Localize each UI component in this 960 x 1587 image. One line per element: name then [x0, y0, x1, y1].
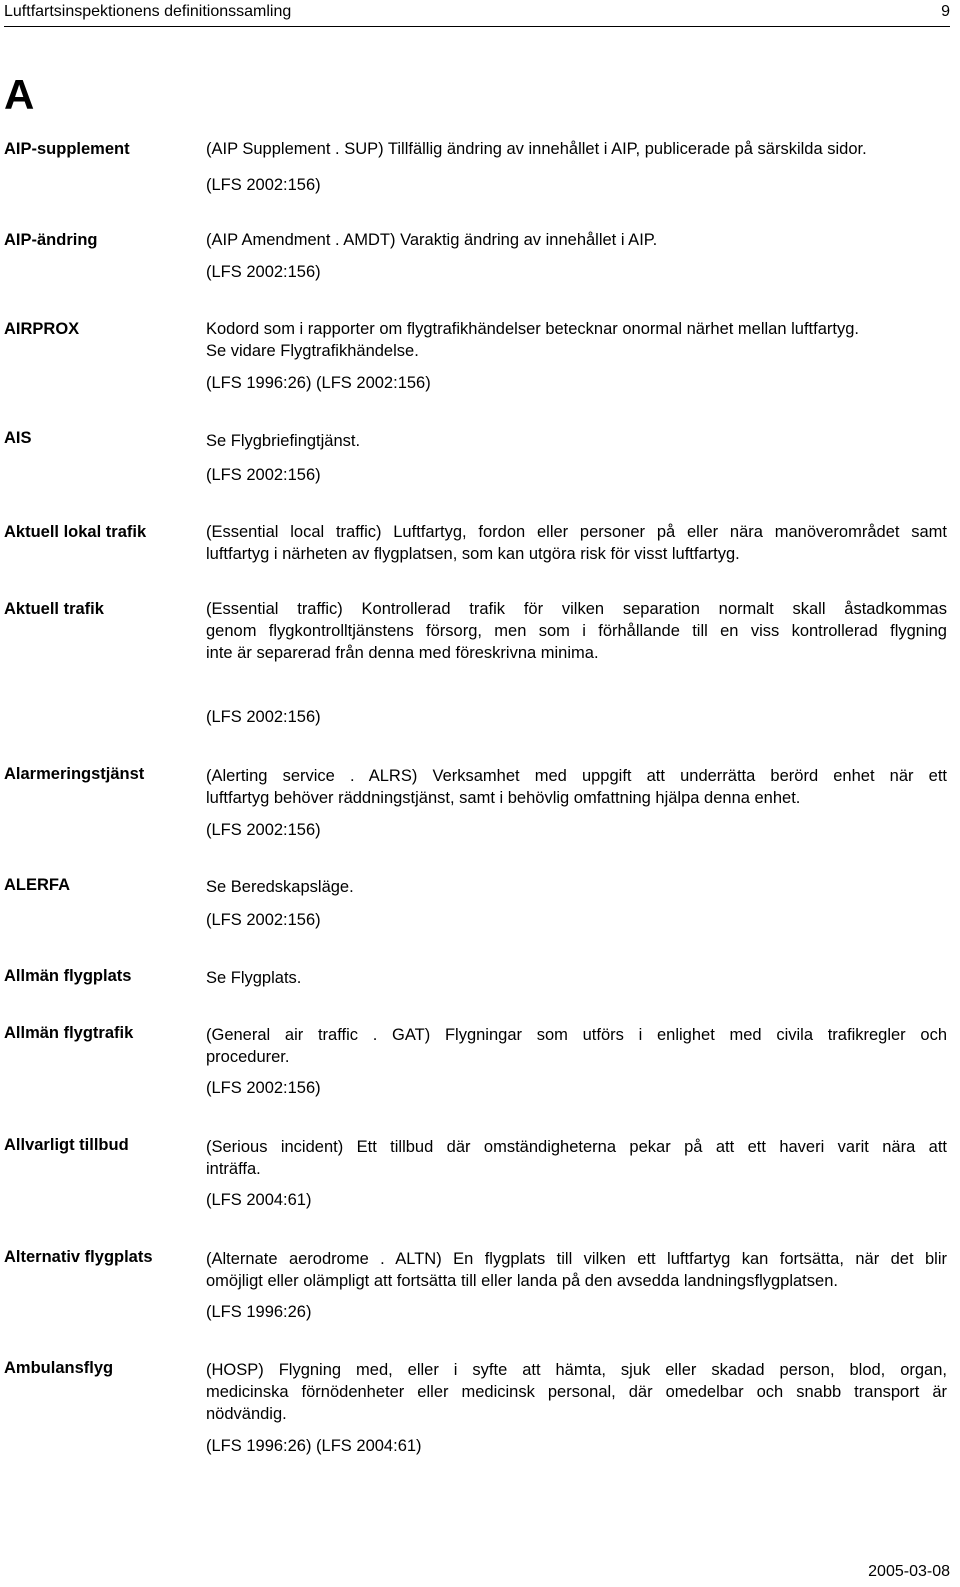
term-aip-andring: AIP-ändring — [4, 231, 98, 249]
definition-line: (Essential traffic) Kontrollerad trafik för vilken separation normalt skall åstadkommas — [206, 600, 947, 618]
definition-line: procedurer. — [206, 1048, 290, 1066]
definition-line: Se Flygplats. — [206, 969, 302, 987]
reference-line: (LFS 2002:156) — [206, 911, 321, 929]
reference-line: (LFS 1996:26) (LFS 2002:156) — [206, 374, 431, 392]
definition-line: (General air traffic . GAT) Flygningar som utförs i enlighet med civila trafikregler och — [206, 1026, 947, 1044]
definition-line: (AIP Amendment . AMDT) Varaktig ändring av innehållet i AIP. — [206, 231, 658, 249]
term-ais: AIS — [4, 429, 32, 447]
term-airprox: AIRPROX — [4, 320, 80, 338]
definition-line: (Essential local traffic) Luftfartyg, fordon eller personer på eller nära manöverområdet samt — [206, 523, 947, 541]
definition-line: Se Beredskapsläge. — [206, 878, 354, 896]
definition-line: nödvändig. — [206, 1405, 287, 1423]
term-allman-flygtrafik: Allmän flygtrafik — [4, 1024, 134, 1042]
reference-line: (LFS 2002:156) — [206, 1079, 321, 1097]
reference-line: (LFS 2002:156) — [206, 263, 321, 281]
definition-line: Se Flygbriefingtjänst. — [206, 432, 361, 450]
definition-line: Kodord som i rapporter om flygtrafikhändelser betecknar onormal närhet mellan luftfartyg. — [206, 320, 859, 338]
page-number: 9 — [941, 3, 950, 20]
definition-line: luftfartyg i närheten av flygplatsen, som kan utgöra risk för visst luftfartyg. — [206, 545, 740, 563]
definition-line: inte är separerad från denna med föreskrivna minima. — [206, 644, 599, 662]
definition-line: (Alerting service . ALRS) Verksamhet med uppgift att underrätta berörd enhet när ett — [206, 767, 947, 785]
page-header — [4, 0, 950, 27]
definition-line: (AIP Supplement . SUP) Tillfällig ändring av innehållet i AIP, publicerade på särskilda sidor. — [206, 140, 867, 158]
definition-line: (HOSP) Flygning med, eller i syfte att hämta, sjuk eller skadad person, blod, organ, — [206, 1361, 947, 1379]
definition-line: luftfartyg behöver räddningstjänst, samt i behövlig omfattning hjälpa denna enhet. — [206, 789, 801, 807]
definition-line: omöjligt eller olämpligt att fortsätta till eller landa på den avsedda landningsflygplatsen. — [206, 1272, 838, 1290]
term-aip-supplement: AIP-supplement — [4, 140, 130, 158]
reference-line: (LFS 1996:26) (LFS 2004:61) — [206, 1437, 422, 1455]
definition-line: medicinska förnödenheter eller medicinsk personal, där omedelbar och snabb transport är — [206, 1383, 947, 1401]
term-alarmeringstjanst: Alarmeringstjänst — [4, 765, 145, 783]
section-letter: A — [4, 71, 35, 118]
reference-line: (LFS 1996:26) — [206, 1303, 312, 1321]
term-ambulansflyg: Ambulansflyg — [4, 1359, 114, 1377]
reference-line: (LFS 2002:156) — [206, 821, 321, 839]
reference-line: (LFS 2004:61) — [206, 1191, 312, 1209]
definition-line: genom flygkontrolltjänstens försorg, men som i förhållande till en viss kontrollerad flygning — [206, 622, 947, 640]
reference-line: (LFS 2002:156) — [206, 466, 321, 484]
definition-line: (Alternate aerodrome . ALTN) En flygplats till vilken ett luftfartyg kan fortsätta, när det blir — [206, 1250, 947, 1268]
definition-line: inträffa. — [206, 1160, 261, 1178]
reference-line: (LFS 2002:156) — [206, 708, 321, 726]
definition-line: (Serious incident) Ett tillbud där omständigheterna pekar på att ett haveri varit nära att — [206, 1138, 947, 1156]
document-title: Luftfartsinspektionens definitionssamling — [4, 3, 292, 20]
term-aktuell-lokal-trafik: Aktuell lokal trafik — [4, 523, 147, 541]
term-allvarligt-tillbud: Allvarligt tillbud — [4, 1136, 129, 1154]
reference-line: (LFS 2002:156) — [206, 176, 321, 194]
definition-line: Se vidare Flygtrafikhändelse. — [206, 342, 419, 360]
term-alternativ-flygplats: Alternativ flygplats — [4, 1248, 153, 1266]
footer-date: 2005-03-08 — [868, 1563, 950, 1580]
term-alerfa: ALERFA — [4, 876, 70, 894]
term-allman-flygplats: Allmän flygplats — [4, 967, 132, 985]
term-aktuell-trafik: Aktuell trafik — [4, 600, 104, 618]
